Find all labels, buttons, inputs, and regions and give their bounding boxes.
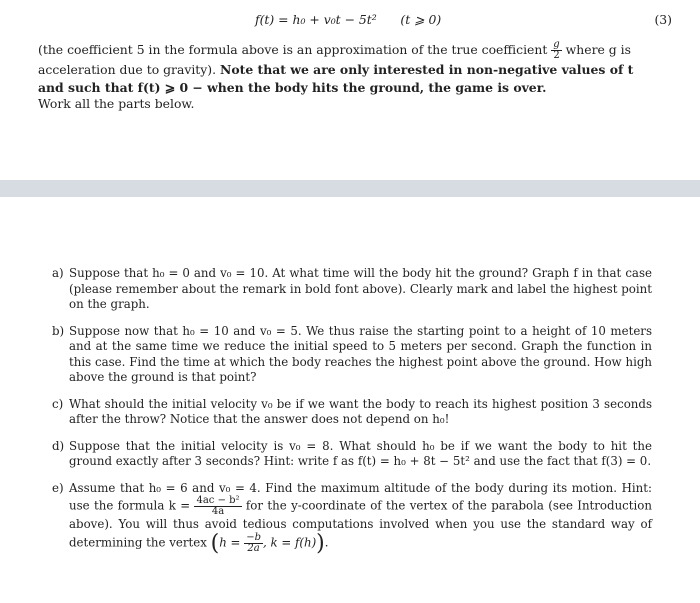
part-label: c): [52, 396, 64, 411]
formula-lhs: f(t) = h₀ + v₀t − 5t²: [255, 12, 377, 27]
part-label: a): [52, 266, 64, 280]
part-b: [52, 324, 652, 386]
parts-list: [52, 266, 652, 565]
part-a: [52, 266, 652, 313]
formula-condition: (t ⩾ 0): [400, 12, 442, 27]
intro-bold-note: Note that we are only interested in non-negative values of t and such that f(t) ⩾ 0 − when the body hits the ground, the game is over.: [38, 62, 634, 95]
part-d: [52, 439, 652, 470]
page-top: [0, 0, 700, 180]
formula-number: (3): [654, 12, 672, 27]
part-text: What should the initial velocity v₀ be if we want the body to reach its highest position 3 seconds after the throw? Notice that the answer does not depend on h₀!: [69, 396, 652, 426]
part-e: [52, 481, 652, 554]
part-text: Suppose that the initial velocity is v₀ = 8. What should h₀ be if we want the body to hit the ground exactly after 3 seconds? Hint: write f as f(t) = h₀ + 8t − 5t² and use the fact that f(3) = 0.: [69, 438, 652, 468]
formula-equation: [255, 12, 441, 27]
g-over-2-fraction: $\frac{g}{2}$: [553, 39, 560, 61]
intro-text-1: (the coefficient 5 in the formula above is an approximation of the true coefficient: [38, 42, 548, 57]
k-formula-fraction: $\frac{\text{4ac − b²}}{4a}$: [196, 495, 240, 517]
part-text: Assume that h₀ = 6 and v₀ = 4. Find the maximum altitude of the body during its motion. Hint: use the formula k = $\frac{\text{4ac − b²}}{4a}$ for the y-coordinate of the vertex of the parabola (see Introduction above). You will thus avoid tedious computations involved when you use the standard way of determining the vertex (h = $\frac{-b}{2a}$ , k = f(h)).: [69, 480, 652, 556]
part-label: d): [52, 438, 65, 453]
separator-band: [0, 180, 700, 197]
vertex-k: , k = f(h): [262, 535, 317, 549]
part-label: b): [52, 323, 65, 338]
intro-paragraph: [38, 40, 653, 97]
vertex-h: h =: [219, 535, 241, 549]
part-c: [52, 397, 652, 428]
vertex-fraction: $\frac{-b}{2a}$: [246, 531, 261, 554]
part-text: Suppose that h₀ = 0 and v₀ = 10. At what time will the body hit the ground? Graph f in that case (please remember about the remark in bold font above). Clearly mark and label the highest point on the graph.: [69, 266, 652, 311]
work-instruction: Work all the parts below.: [38, 96, 195, 111]
part-text: Suppose now that h₀ = 10 and v₀ = 5. We thus raise the starting point to a height of 10 meters and at the same time we reduce the initial speed to 5 meters per second. Graph the function in this case. Find the time at which the body reaches the highest point above the ground. How high above the ground is that point?: [69, 323, 652, 384]
part-label: e): [52, 480, 64, 495]
intro-text-2: where g is acceleration due to gravity).: [38, 42, 631, 77]
